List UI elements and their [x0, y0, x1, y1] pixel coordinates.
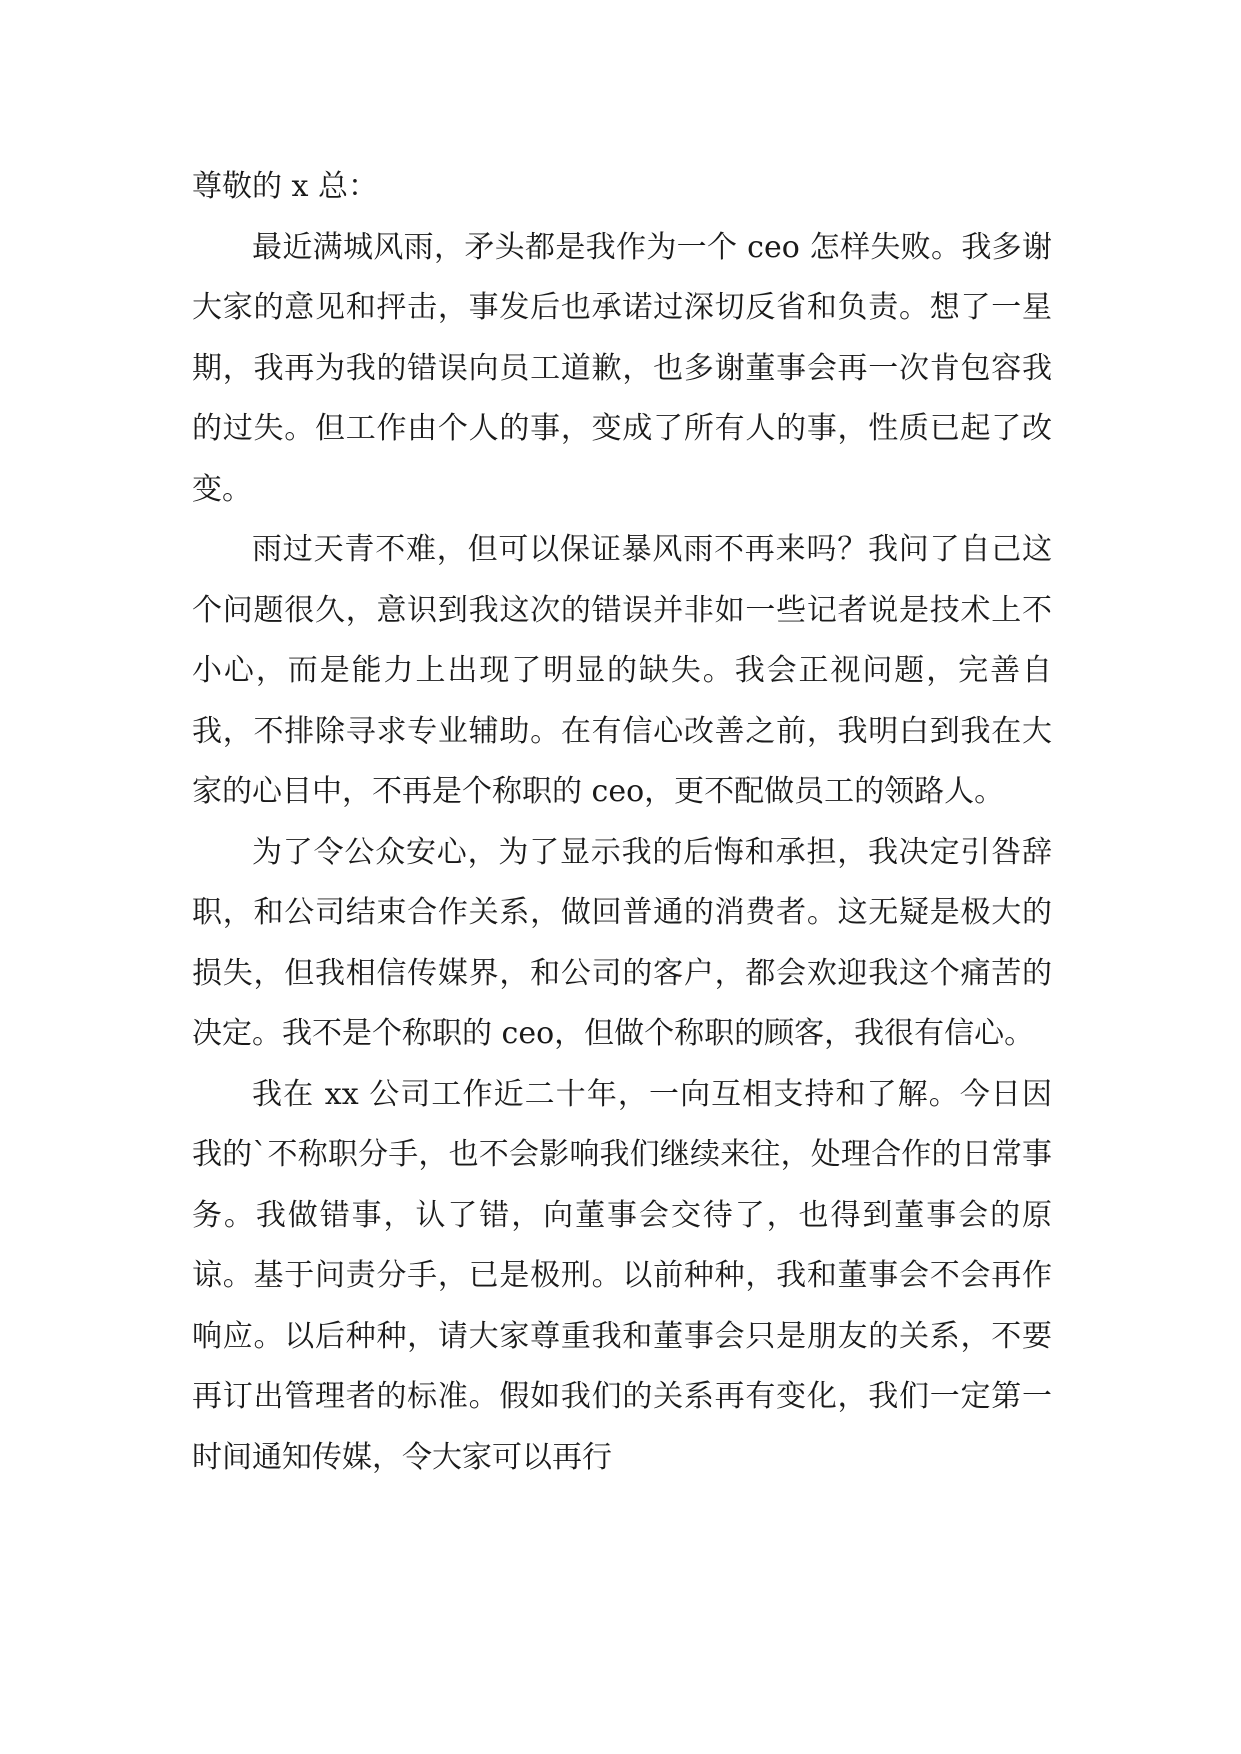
salutation: 尊敬的 x 总：: [192, 169, 378, 204]
paragraph-2: 雨过天青不难，但可以保证暴风雨不再来吗？我问了自己这个问题很久，意识到我这次的错误并非如一些记者说是技术上不小心，而是能力上出现了明显的缺失。我会正视问题，完善自我，不排除寻求专业辅助。在有信心改善之前，我明白到我在大家的心目中，不再是个称职的 ceo，更不配做员工的领路人。: [192, 532, 1052, 809]
paragraph-4: 我在 xx 公司工作近二十年，一向互相支持和了解。今日因我的`不称职分手，也不会影响我们继续来往，处理合作的日常事务。我做错事，认了错，向董事会交待了，也得到董事会的原谅。基于问责分手，已是极刑。以前种种，我和董事会不会再作响应。以后种种，请大家尊重我和董事会只是朋友的关系，不要再订出管理者的标准。假如我们的关系再有变化，我们一定第一时间通知传媒，令大家可以再行: [192, 1076, 1052, 1475]
paragraph-1: 最近满城风雨，矛头都是我作为一个 ceo 怎样失败。我多谢大家的意见和抨击，事发后也承诺过深切反省和负责。想了一星期，我再为我的错误向员工道歉，也多谢董事会再一次肯包容我的过失。但工作由个人的事，变成了所有人的事，性质已起了改变。: [192, 229, 1052, 507]
paragraph-3: 为了令公众安心，为了显示我的后悔和承担，我决定引咎辞职，和公司结束合作关系，做回普通的消费者。这无疑是极大的损失，但我相信传媒界，和公司的客户，都会欢迎我这个痛苦的决定。我不是个称职的 ceo，但做个称职的顾客，我很有信心。: [192, 834, 1052, 1051]
letter-body: [192, 157, 1052, 1488]
